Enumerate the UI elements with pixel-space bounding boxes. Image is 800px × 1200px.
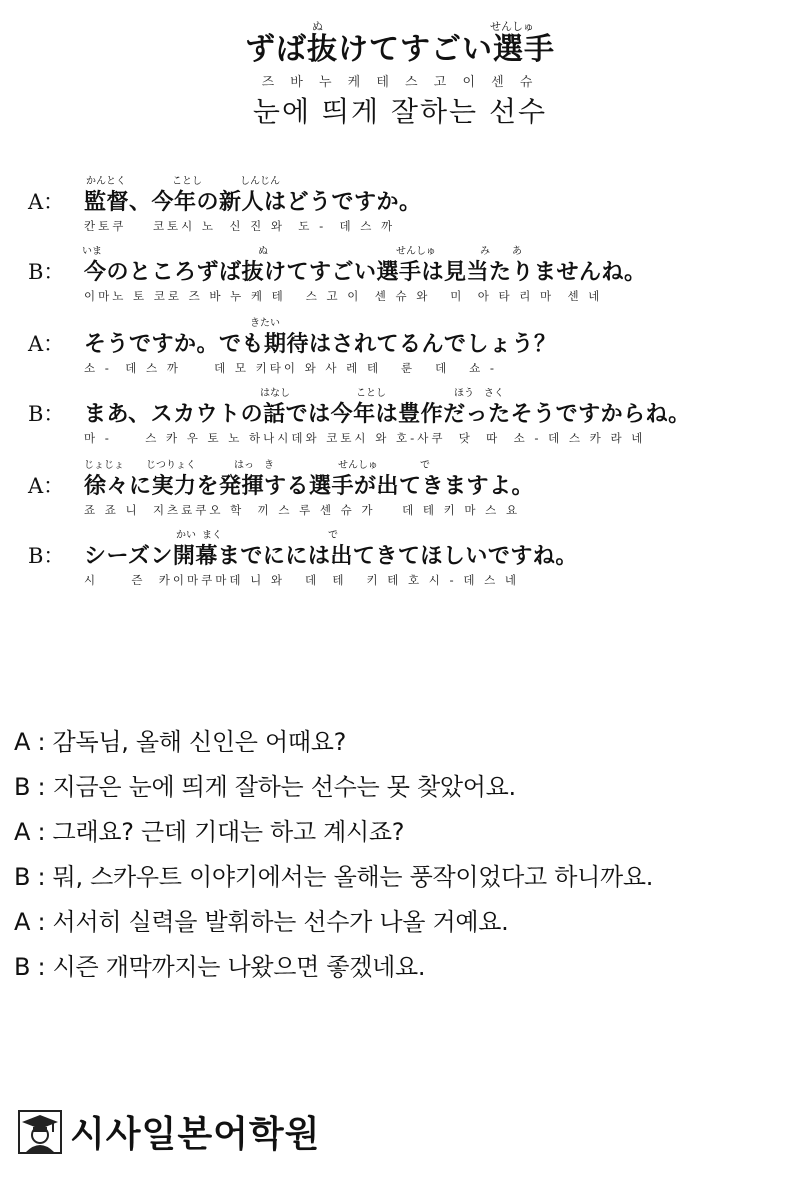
dialogue-line-4 <box>28 384 788 447</box>
furigana: はっ <box>234 460 254 471</box>
speaker-label: A： <box>28 190 65 214</box>
translation-line: A : 그래요? 근데 기대는 하고 계시죠? <box>14 818 405 846</box>
furigana: で <box>420 460 430 471</box>
korean-reading: 마 - 스 카 우 토 노 하나시데와 코토시 와 호-사쿠 닷 따 소 - 데 스 카 라 네 <box>84 431 646 445</box>
japanese-line: そうですか。でも期待はされてるんでしょう？ <box>84 332 557 357</box>
korean-reading: 칸토쿠 코토시 노 신 진 와 도 - 데 스 까 <box>84 219 396 233</box>
translation-line: B : 지금은 눈에 띄게 잘하는 선수는 못 찾았어요. <box>14 773 516 801</box>
furigana-row <box>28 384 788 397</box>
brand-name: 시사일본어학원 <box>70 1114 321 1155</box>
furigana: かい <box>176 530 196 541</box>
speaker-label: B： <box>28 260 65 284</box>
furigana: あ <box>512 246 522 257</box>
korean-reading: 이마노 토 코로 즈 바 누 케 테 스 고 이 센 슈 와 미 아 타 리 마 센 네 <box>84 289 603 303</box>
furigana-row <box>28 172 788 185</box>
translation-line: A : 서서히 실력을 발휘하는 선수가 나올 거예요. <box>14 908 509 936</box>
furigana: せんしゅ <box>338 460 378 471</box>
title-korean: 눈에 띄게 잘하는 선수 <box>252 95 548 128</box>
translation-line: A : 감독님, 올해 신인은 어때요? <box>14 728 347 756</box>
speaker-label: A： <box>28 474 65 498</box>
translation-line: B : 뭐, 스카우트 이야기에서는 올해는 풍작이었다고 하니까요. <box>14 863 654 891</box>
korean-reading: 소 - 데 스 까 데 모 키타이 와 사 레 테 룬 데 쇼 - <box>84 361 498 375</box>
graduate-cap-icon <box>18 1110 62 1154</box>
furigana: しんじん <box>240 176 280 187</box>
speaker-label: A： <box>28 332 65 356</box>
japanese-line: シーズン開幕までにには出てきてほしいですね。 <box>84 544 578 569</box>
dialogue-line-2 <box>28 242 788 305</box>
title-korean-reading: 즈 바 누 케 테 스 고 이 센 슈 <box>261 75 539 90</box>
furigana: じょじょ <box>84 460 124 471</box>
japanese-line: 今のところずば抜けてすごい選手は見当たりませんね。 <box>84 260 647 285</box>
furigana-row <box>28 314 788 327</box>
furigana: み <box>480 246 490 257</box>
dialogue-line-3 <box>28 314 788 377</box>
furigana-row <box>28 456 788 469</box>
korean-reading: 죠 죠 니 지츠료쿠오 학 끼 스 루 센 슈 가 데 테 키 마 스 요 <box>84 503 521 517</box>
title-japanese: ずば抜けてすごい選手 <box>245 32 555 67</box>
japanese-line: 監督、今年の新人はどうですか。 <box>84 190 422 215</box>
furigana: ほう <box>454 388 474 399</box>
furigana: ことし <box>172 176 202 187</box>
furigana: き <box>264 460 274 471</box>
furigana-row <box>28 526 788 539</box>
title-furigana-nu: ぬ <box>312 20 323 33</box>
brand-logo <box>18 1106 320 1157</box>
furigana: ぬ <box>258 246 268 257</box>
furigana: せんしゅ <box>396 246 436 257</box>
japanese-line: 徐々に実力を発揮する選手が出てきますよ。 <box>84 474 535 499</box>
speaker-label: B： <box>28 402 65 426</box>
furigana: いま <box>82 246 102 257</box>
speaker-label: B： <box>28 544 65 568</box>
dialogue-line-5 <box>28 456 788 519</box>
furigana: ことし <box>356 388 386 399</box>
furigana: じつりょく <box>146 460 196 471</box>
korean-translation <box>14 720 794 990</box>
title-furigana <box>0 18 800 32</box>
furigana: はなし <box>260 388 290 399</box>
korean-reading: 시 즌 카이마쿠마데 니 와 데 테 키 테 호 시 - 데 스 네 <box>84 573 519 587</box>
furigana: で <box>328 530 338 541</box>
furigana: きたい <box>250 318 280 329</box>
furigana: さく <box>484 388 504 399</box>
furigana: かんとく <box>86 176 126 187</box>
translation-line: B : 시즌 개막까지는 나왔으면 좋겠네요. <box>14 953 426 981</box>
title-furigana-senshu: せんしゅ <box>490 20 534 33</box>
dialogue-line-6 <box>28 526 788 589</box>
furigana-row <box>28 242 788 255</box>
title-block <box>0 18 800 130</box>
dialogue-line-1 <box>28 172 788 235</box>
furigana: まく <box>202 530 222 541</box>
japanese-line: まあ、スカウトの話では今年は豊作だったそうですからね。 <box>84 402 691 427</box>
